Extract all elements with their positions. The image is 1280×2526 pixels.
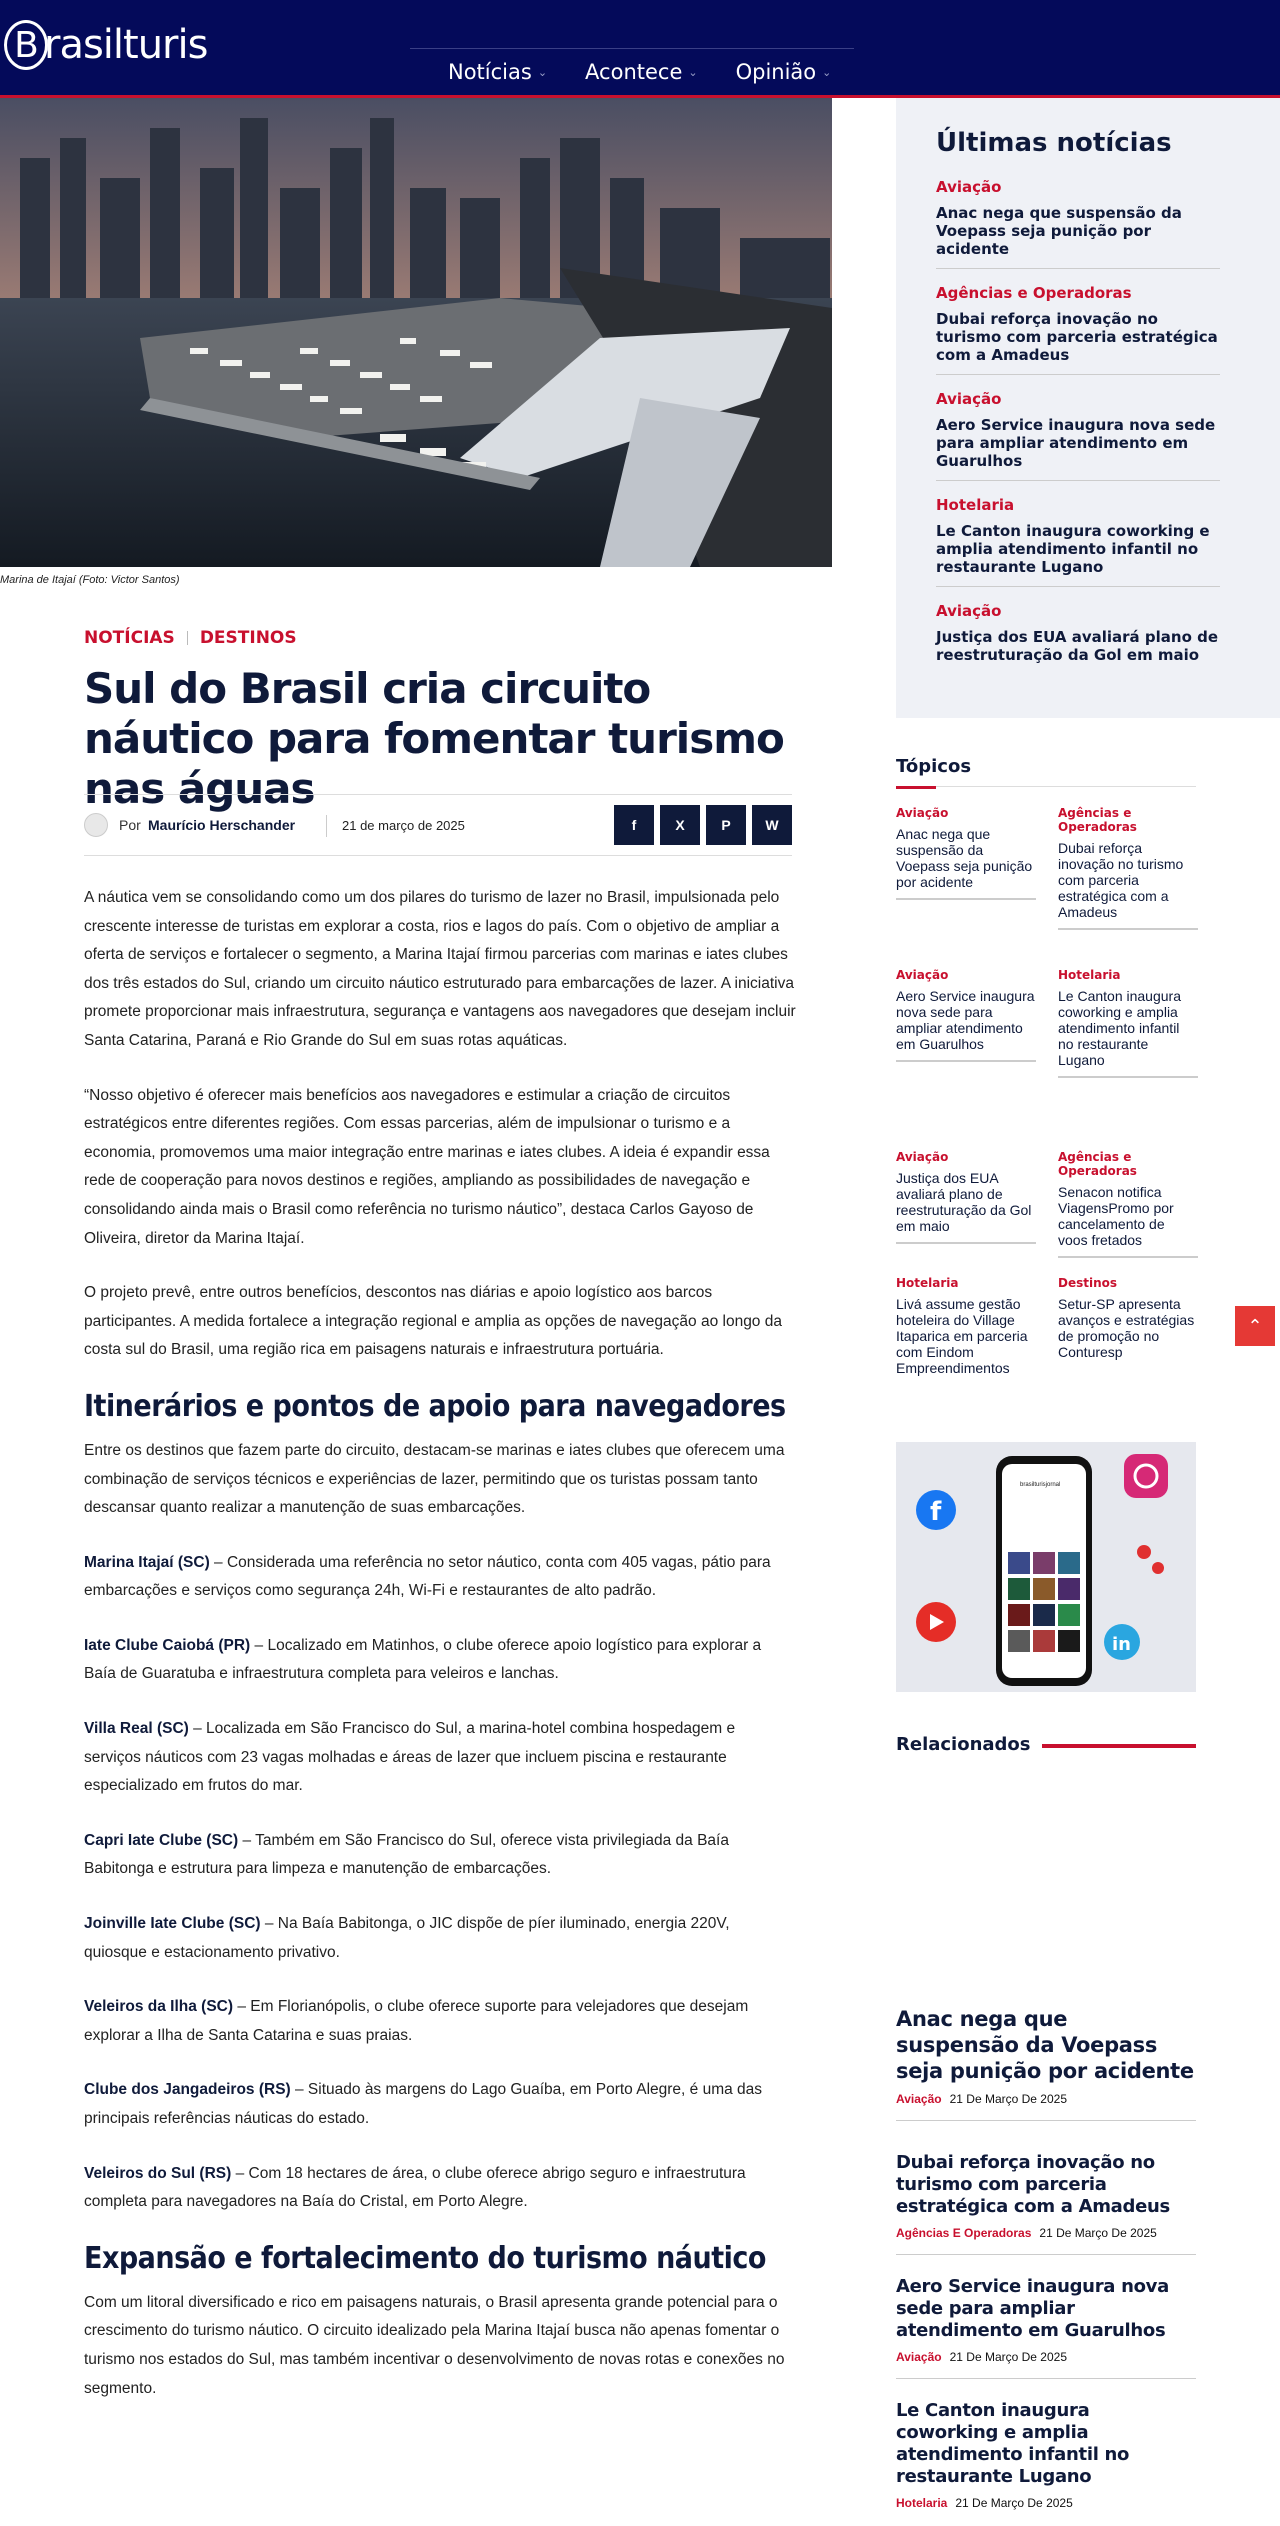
social-ad-banner[interactable] bbox=[896, 1442, 1196, 1692]
related-item[interactable] bbox=[896, 2276, 1196, 2379]
topic-title[interactable]: Dubai reforça inovação no turismo com parceria estratégica com a Amadeus bbox=[1058, 840, 1184, 920]
place-desc: – Em Florianópolis, o clube oferece suporte para velejadores que desejam explorar a Ilha de Santa Catarina e suas praias. bbox=[84, 1998, 749, 2044]
place-name: Veleiros da Ilha (SC) bbox=[84, 1998, 234, 2016]
place-item bbox=[84, 2076, 796, 2133]
topic-title[interactable]: Justiça dos EUA avaliará plano de reestruturação da Gol em maio bbox=[896, 1170, 1032, 1234]
paragraph: Com um litoral diversificado e rico em paisagens naturais, o Brasil apresenta grande potencial para o crescimento do turismo náutico. O circuito idealizado pela Marina Itajaí busca não apenas fomentar o turismo nos estados do Sul, mas também incentivar o desenvolvimento de novas rotas e conexões no segmento. bbox=[84, 2293, 785, 2397]
facebook-share-button[interactable]: f bbox=[614, 805, 654, 845]
latest-item[interactable] bbox=[936, 390, 1220, 481]
meta-divider bbox=[326, 815, 327, 837]
site-logo[interactable] bbox=[4, 20, 207, 70]
category-separator bbox=[187, 631, 188, 645]
nav-item-opiniao[interactable] bbox=[736, 60, 832, 84]
topic-item[interactable] bbox=[896, 806, 1036, 900]
topic-category[interactable]: Hotelaria bbox=[1058, 968, 1121, 982]
latest-item-title[interactable]: Anac nega que suspensão da Voepass seja punição por acidente bbox=[936, 204, 1182, 258]
latest-item-title[interactable]: Justiça dos EUA avaliará plano de reestruturação da Gol em maio bbox=[936, 628, 1219, 664]
topic-item[interactable] bbox=[896, 1276, 1036, 1384]
topic-item[interactable] bbox=[1058, 968, 1198, 1078]
related-item[interactable] bbox=[896, 2400, 1196, 2524]
author-link[interactable]: Maurício Herschander bbox=[148, 817, 296, 833]
related-item-date: 21 De Março De 2025 bbox=[949, 2092, 1067, 2106]
latest-item[interactable] bbox=[936, 178, 1220, 269]
related-item-date: 21 De Março De 2025 bbox=[949, 2350, 1067, 2364]
paragraph: “Nosso objetivo é oferecer mais benefícios aos navegadores e estimular a criação de circuitos estratégicos entre diferentes regiões. Com essas parcerias, além de impulsionar o turismo e a economia, promovemos uma maior integração entre marinas e iates clubes. A ideia é expandir essa rede de cooperação para novos destinos e regiões, ampliando as possibilidades de navegação e consolidando ainda mais o Brasil como referência no turismo náutico”, destaca Carlos Gayoso de Oliveira, diretor da Marina Itajaí. bbox=[84, 1086, 770, 1247]
place-desc: – Considerada uma referência no setor náutico, conta com 405 vagas, pátio para embarcações e serviços como segurança 24h, Wi-Fi e restaurantes de alto padrão. bbox=[84, 1553, 771, 1600]
topic-category[interactable]: Agências e Operadoras bbox=[1058, 806, 1137, 834]
topic-category[interactable]: Destinos bbox=[1058, 1276, 1118, 1290]
latest-item-category[interactable]: Aviação bbox=[936, 390, 1002, 408]
related-item-category[interactable]: Agências E Operadoras bbox=[896, 2226, 1032, 2240]
place-item bbox=[84, 2160, 796, 2217]
topics-accent bbox=[896, 786, 936, 789]
nav-divider bbox=[410, 48, 854, 49]
topic-category[interactable]: Aviação bbox=[896, 1150, 949, 1164]
latest-item-category[interactable]: Aviação bbox=[936, 178, 1002, 196]
logo-mark: B bbox=[4, 20, 48, 70]
place-name: Joinville Iate Clube (SC) bbox=[84, 1915, 261, 1933]
category-destinos[interactable]: DESTINOS bbox=[199, 628, 297, 648]
topic-item[interactable] bbox=[896, 968, 1036, 1062]
related-title: Relacionados bbox=[896, 1734, 1031, 1755]
place-name: Veleiros do Sul (RS) bbox=[84, 2164, 232, 2182]
category-noticias[interactable]: NOTÍCIAS bbox=[84, 628, 175, 648]
main-nav bbox=[448, 60, 831, 84]
section-heading: Itinerários e pontos de apoio para navegadores bbox=[84, 1388, 786, 1424]
related-item-meta bbox=[896, 2226, 1196, 2254]
nav-label: Acontece bbox=[585, 60, 683, 84]
author-avatar[interactable] bbox=[84, 813, 108, 837]
place-desc: – Localizada em São Francisco do Sul, a marina-hotel combina hospedagem e serviços náuticos com 23 vagas molhadas e áreas de lazer que incluem piscina e restaurante especializado em frutos do mar. bbox=[84, 1720, 736, 1795]
latest-item[interactable] bbox=[936, 602, 1220, 674]
latest-item[interactable] bbox=[936, 496, 1220, 587]
section-heading: Expansão e fortalecimento do turismo náutico bbox=[84, 2240, 766, 2276]
place-name: Capri Iate Clube (SC) bbox=[84, 1831, 239, 1849]
place-name: Iate Clube Caiobá (PR) bbox=[84, 1636, 251, 1654]
topic-item[interactable] bbox=[896, 1150, 1036, 1244]
latest-item-category[interactable]: Hotelaria bbox=[936, 496, 1015, 514]
place-item bbox=[84, 1827, 796, 1884]
paragraph: A náutica vem se consolidando como um dos pilares do turismo de lazer no Brasil, impulsionada pelo crescente interesse de turistas em explorar a costa, rios e lagos do país. Com o objetivo de ampliar a oferta de serviços e fortalecer o segmento, a Marina Itajaí firmou parcerias com marinas e iates clubes dos três estados do Sul, criando um circuito náutico estruturado para embarcações de lazer. A iniciativa promete proporcionar mais infraestrutura, segurança e vantagens aos navegadores que desejam incluir Santa Catarina, Paraná e Rio Grande do Sul em suas rotas aquáticas. bbox=[84, 889, 796, 1049]
topic-title[interactable]: Senacon notifica ViagensPromo por cancelamento de voos fretados bbox=[1058, 1184, 1174, 1248]
publish-date: 21 de março de 2025 bbox=[342, 818, 465, 833]
back-to-top-button[interactable] bbox=[1235, 1306, 1275, 1346]
topic-title[interactable]: Anac nega que suspensão da Voepass seja punição por acidente bbox=[896, 826, 1033, 890]
place-name: Villa Real (SC) bbox=[84, 1720, 189, 1738]
ad-handle: brasilturisjornal bbox=[1020, 1482, 1061, 1488]
latest-item-category[interactable]: Agências e Operadoras bbox=[936, 284, 1132, 302]
topic-category[interactable]: Aviação bbox=[896, 806, 949, 820]
place-desc: – Com 18 hectares de área, o clube oferece abrigo seguro e infraestrutura completa para navegadores na Baía do Cristal, em Porto Alegre. bbox=[84, 2164, 746, 2211]
related-item-title[interactable]: Anac nega que suspensão da Voepass seja punição por acidente bbox=[896, 2007, 1194, 2083]
pinterest-share-button[interactable]: P bbox=[706, 805, 746, 845]
svg-text:in: in bbox=[1112, 1634, 1131, 1655]
place-name: Clube dos Jangadeiros (RS) bbox=[84, 2081, 291, 2099]
topics-title: Tópicos bbox=[896, 756, 972, 777]
nav-item-noticias[interactable] bbox=[448, 60, 547, 84]
place-item bbox=[84, 1715, 796, 1801]
paragraph: O projeto prevê, entre outros benefícios, descontos nas diárias e apoio logístico aos barcos participantes. A medida fortalece a integração regional e amplia as opções de navegação ao longo da costa sul do Brasil, uma região rica em paisagens naturais e infraestrutura portuária. bbox=[84, 1284, 782, 1359]
topics-divider bbox=[896, 786, 1196, 787]
by-label: Por bbox=[119, 817, 141, 833]
latest-item[interactable] bbox=[936, 284, 1220, 375]
related-item-category[interactable]: Aviação bbox=[896, 2092, 942, 2106]
topic-item[interactable] bbox=[1058, 1276, 1198, 1368]
related-item-category[interactable]: Hotelaria bbox=[896, 2496, 948, 2510]
chevron-down-icon: ⌄ bbox=[537, 65, 548, 79]
place-item bbox=[84, 1910, 796, 1967]
related-item[interactable] bbox=[896, 2152, 1196, 2255]
whatsapp-share-button[interactable]: W bbox=[752, 805, 792, 845]
article-meta bbox=[84, 794, 792, 856]
logo-text-tail: rasilturis bbox=[44, 22, 208, 68]
related-item-date: 21 De Março De 2025 bbox=[955, 2496, 1073, 2510]
topic-title[interactable]: Le Canton inaugura coworking e amplia atendimento infantil no restaurante Lugano bbox=[1058, 988, 1181, 1068]
related-item-title[interactable]: Le Canton inaugura coworking e amplia atendimento infantil no restaurante Lugano bbox=[896, 2400, 1130, 2487]
related-item-date: 21 De Março De 2025 bbox=[1039, 2226, 1157, 2240]
latest-item-title[interactable]: Aero Service inaugura nova sede para ampliar atendimento em Guarulhos bbox=[936, 416, 1216, 470]
place-item bbox=[84, 1632, 796, 1689]
place-desc: – Situado às margens do Lago Guaíba, em Porto Alegre, é uma das principais referências náuticas do estado. bbox=[84, 2081, 763, 2127]
nav-label: Notícias bbox=[448, 60, 532, 84]
chevron-down-icon: ⌄ bbox=[822, 65, 832, 79]
topic-item[interactable] bbox=[1058, 1150, 1198, 1258]
latest-item-title[interactable]: Le Canton inaugura coworking e amplia atendimento infantil no restaurante Lugano bbox=[936, 522, 1210, 576]
topic-title[interactable]: Livá assume gestão hoteleira do Village Itaparica em parceria com Eindom Empreendimentos bbox=[896, 1296, 1028, 1376]
place-item bbox=[84, 1549, 796, 1606]
place-name: Marina Itajaí (SC) bbox=[84, 1553, 210, 1571]
x-share-button[interactable]: X bbox=[660, 805, 700, 845]
related-item[interactable] bbox=[896, 2006, 1196, 2121]
article-title: Sul do Brasil cria circuito náutico para fomentar turismo nas águas bbox=[84, 664, 784, 813]
topic-category[interactable]: Agências e Operadoras bbox=[1058, 1150, 1137, 1178]
latest-news-title: Últimas notícias bbox=[936, 128, 1172, 158]
site-header bbox=[0, 0, 1280, 98]
nav-label: Opinião bbox=[735, 60, 817, 84]
related-item-meta bbox=[896, 2092, 1196, 2120]
chevron-down-icon: ⌄ bbox=[688, 65, 698, 79]
topic-title[interactable]: Aero Service inaugura nova sede para ampliar atendimento em Guarulhos bbox=[896, 988, 1035, 1052]
latest-item-category[interactable]: Aviação bbox=[936, 602, 1002, 620]
latest-item-title[interactable]: Dubai reforça inovação no turismo com parceria estratégica com a Amadeus bbox=[936, 310, 1218, 364]
latest-news-panel bbox=[896, 98, 1280, 718]
related-item-category[interactable]: Aviação bbox=[896, 2350, 942, 2364]
topic-category[interactable]: Aviação bbox=[896, 968, 949, 982]
chevron-up-icon: ⌃ bbox=[1247, 1315, 1263, 1336]
place-desc: – Também em São Francisco do Sul, oferece vista privilegiada da Baía Babitonga e estrutura para limpeza e manutenção de embarcações. bbox=[84, 1831, 729, 1878]
topic-item[interactable] bbox=[1058, 806, 1198, 930]
topic-category[interactable]: Hotelaria bbox=[896, 1276, 959, 1290]
svg-text:f: f bbox=[930, 1497, 942, 1527]
category-links bbox=[84, 628, 297, 648]
related-item-meta bbox=[896, 2496, 1196, 2524]
hero-caption: Marina de Itajaí (Foto: Victor Santos) bbox=[0, 574, 180, 586]
place-desc: – Localizado em Matinhos, o clube oferece apoio logístico para explorar a Baía de Guaratuba e infraestrutura completa para veleiros e lanchas. bbox=[84, 1636, 762, 1683]
hero-image bbox=[0, 98, 832, 567]
related-item-title[interactable]: Aero Service inaugura nova sede para ampliar atendimento em Guarulhos bbox=[896, 2276, 1169, 2341]
related-item-title[interactable]: Dubai reforça inovação no turismo com parceria estratégica com a Amadeus bbox=[896, 2152, 1170, 2217]
related-accent bbox=[1042, 1744, 1196, 1748]
article-body bbox=[84, 884, 796, 2429]
place-desc: – Na Baía Babitonga, o JIC dispõe de píer iluminado, energia 220V, quiosque e estacionamento privativo. bbox=[84, 1915, 730, 1961]
paragraph: Entre os destinos que fazem parte do circuito, destacam-se marinas e iates clubes que oferecem uma combinação de serviços técnicos e experiências de lazer, permitindo que os turistas possam tanto descansar quanto realizar a manutenção de suas embarcações. bbox=[84, 1441, 785, 1517]
share-buttons bbox=[614, 805, 792, 845]
nav-item-acontece[interactable] bbox=[585, 60, 698, 84]
topic-title[interactable]: Setur-SP apresenta avanços e estratégias de promoção no Conturesp bbox=[1058, 1296, 1195, 1360]
related-item-meta bbox=[896, 2350, 1196, 2378]
place-item bbox=[84, 1993, 796, 2050]
